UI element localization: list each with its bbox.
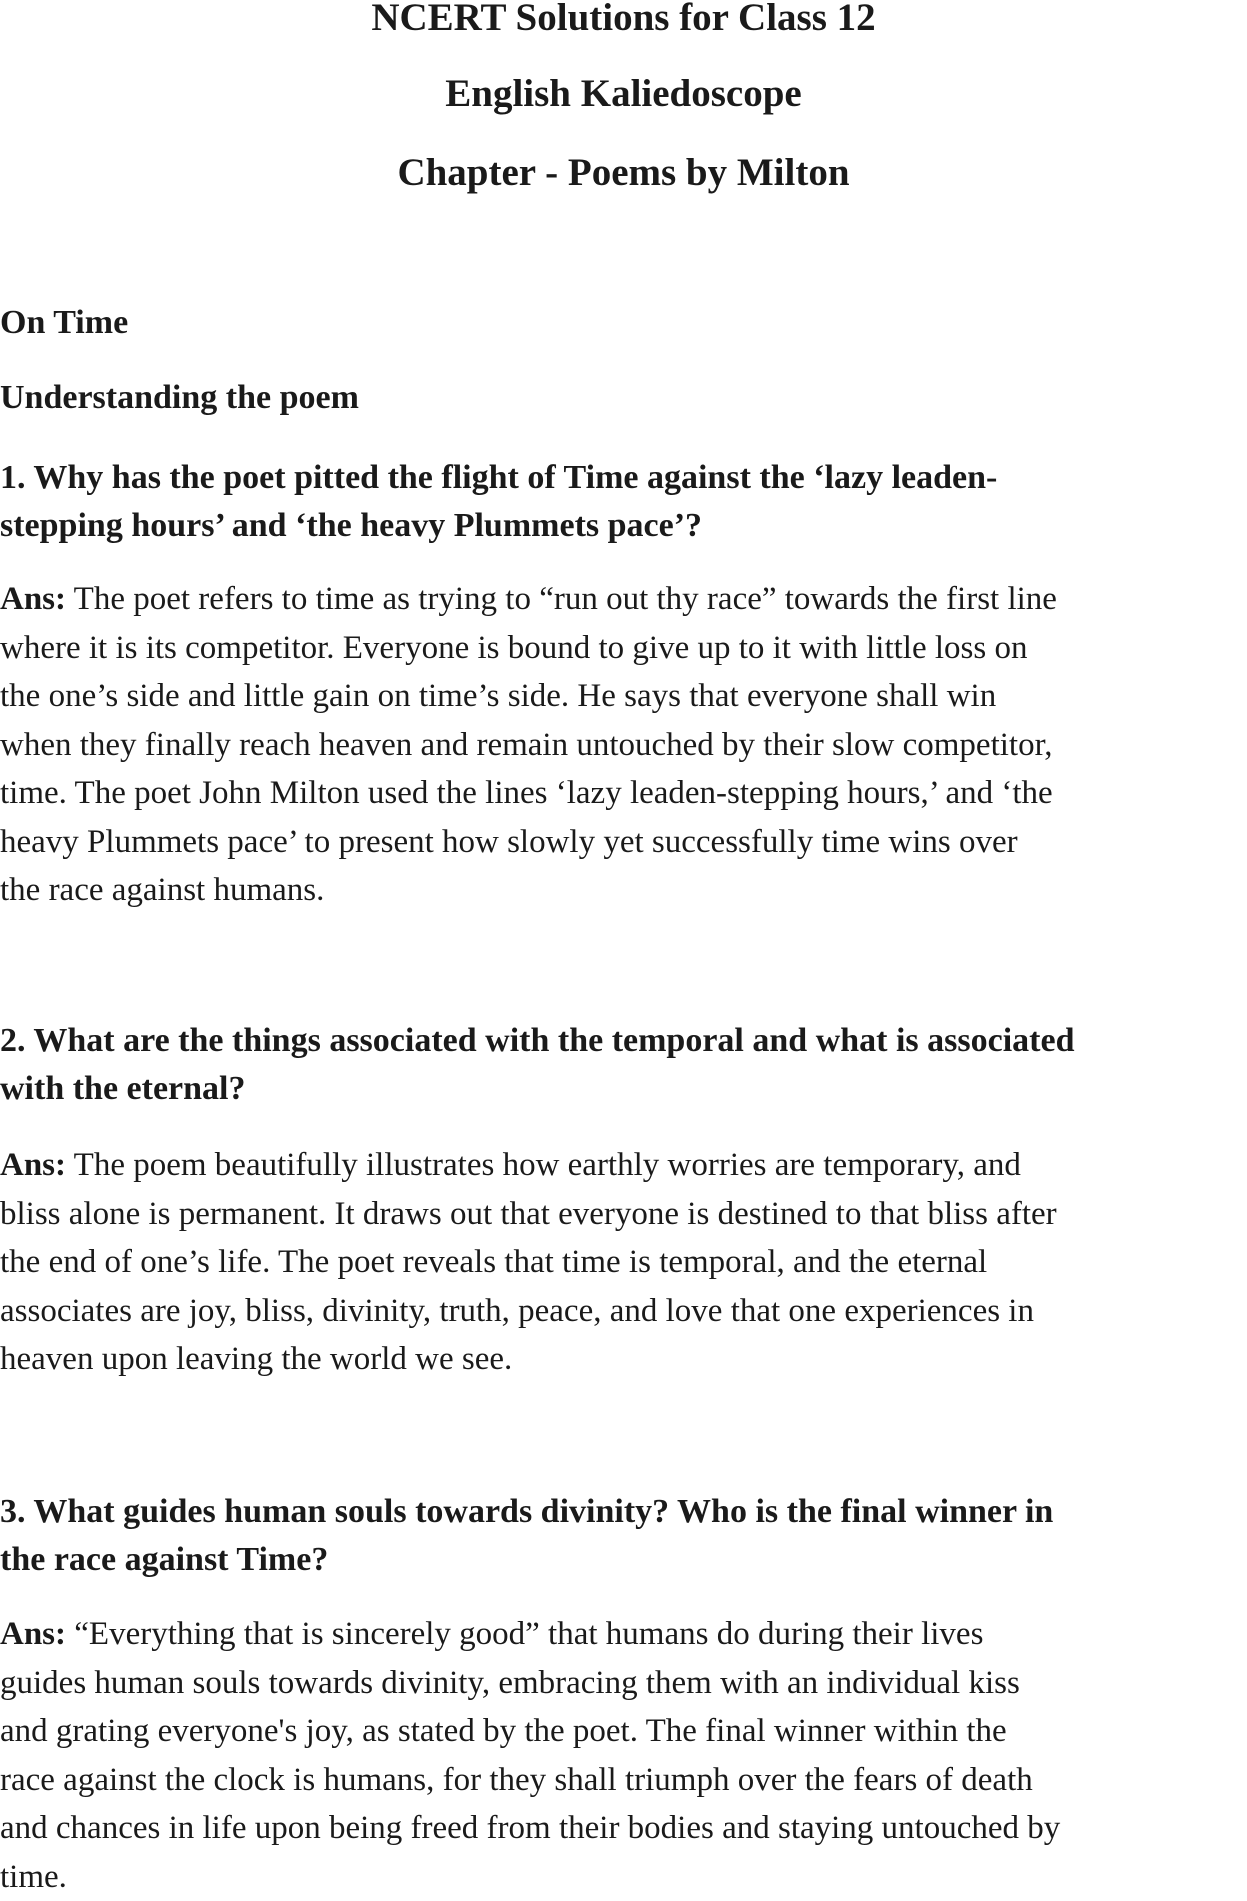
question-3 <box>0 1488 1247 1584</box>
answer-line: bliss alone is permanent. It draws out that everyone is destined to that bliss after <box>0 1190 1247 1239</box>
answer-line: where it is its competitor. Everyone is bound to give up to it with little loss on <box>0 624 1247 673</box>
poem-title: On Time <box>0 303 128 343</box>
answer-line: the race against humans. <box>0 866 1247 915</box>
section-subheading: Understanding the poem <box>0 378 359 418</box>
answer-label: Ans: <box>0 1616 66 1652</box>
answer-line: heaven upon leaving the world we see. <box>0 1335 1247 1384</box>
answer-line: and grating everyone's joy, as stated by the poet. The final winner within the <box>0 1707 1247 1756</box>
answer-2 <box>0 1141 1247 1384</box>
answer-line: when they finally reach heaven and remain untouched by their slow competitor, <box>0 721 1247 770</box>
answer-line: time. <box>0 1853 1247 1901</box>
answer-line: associates are joy, bliss, divinity, truth, peace, and love that one experiences in <box>0 1287 1247 1336</box>
answer-line: time. The poet John Milton used the lines ‘lazy leaden-stepping hours,’ and ‘the <box>0 769 1247 818</box>
answer-line: Ans: The poem beautifully illustrates how earthly worries are temporary, and <box>0 1141 1247 1190</box>
answer-line: Ans: The poet refers to time as trying to “run out thy race” towards the first line <box>0 575 1247 624</box>
answer-line: guides human souls towards divinity, embracing them with an individual kiss <box>0 1659 1247 1708</box>
answer-line: race against the clock is humans, for they shall triumph over the fears of death <box>0 1756 1247 1805</box>
question-1 <box>0 454 1247 550</box>
answer-line: heavy Plummets pace’ to present how slowly yet successfully time wins over <box>0 818 1247 867</box>
answer-label: Ans: <box>0 581 66 617</box>
question-line: 1. Why has the poet pitted the flight of Time against the ‘lazy leaden- <box>0 454 1247 502</box>
question-2 <box>0 1017 1247 1113</box>
page-title: NCERT Solutions for Class 12 <box>0 0 1247 40</box>
answer-line: and chances in life upon being freed from their bodies and staying untouched by <box>0 1804 1247 1853</box>
question-line: stepping hours’ and ‘the heavy Plummets pace’? <box>0 502 1247 550</box>
book-title: English Kaliedoscope <box>0 72 1247 116</box>
answer-label: Ans: <box>0 1147 66 1183</box>
question-line: 2. What are the things associated with the temporal and what is associated <box>0 1017 1247 1065</box>
answer-3 <box>0 1610 1247 1901</box>
question-line: with the eternal? <box>0 1065 1247 1113</box>
answer-1 <box>0 575 1247 915</box>
question-line: 3. What guides human souls towards divinity? Who is the final winner in <box>0 1488 1247 1536</box>
chapter-title: Chapter - Poems by Milton <box>0 151 1247 195</box>
answer-line: the one’s side and little gain on time’s side. He says that everyone shall win <box>0 672 1247 721</box>
answer-line: Ans: “Everything that is sincerely good” that humans do during their lives <box>0 1610 1247 1659</box>
answer-line: the end of one’s life. The poet reveals that time is temporal, and the eternal <box>0 1238 1247 1287</box>
question-line: the race against Time? <box>0 1536 1247 1584</box>
